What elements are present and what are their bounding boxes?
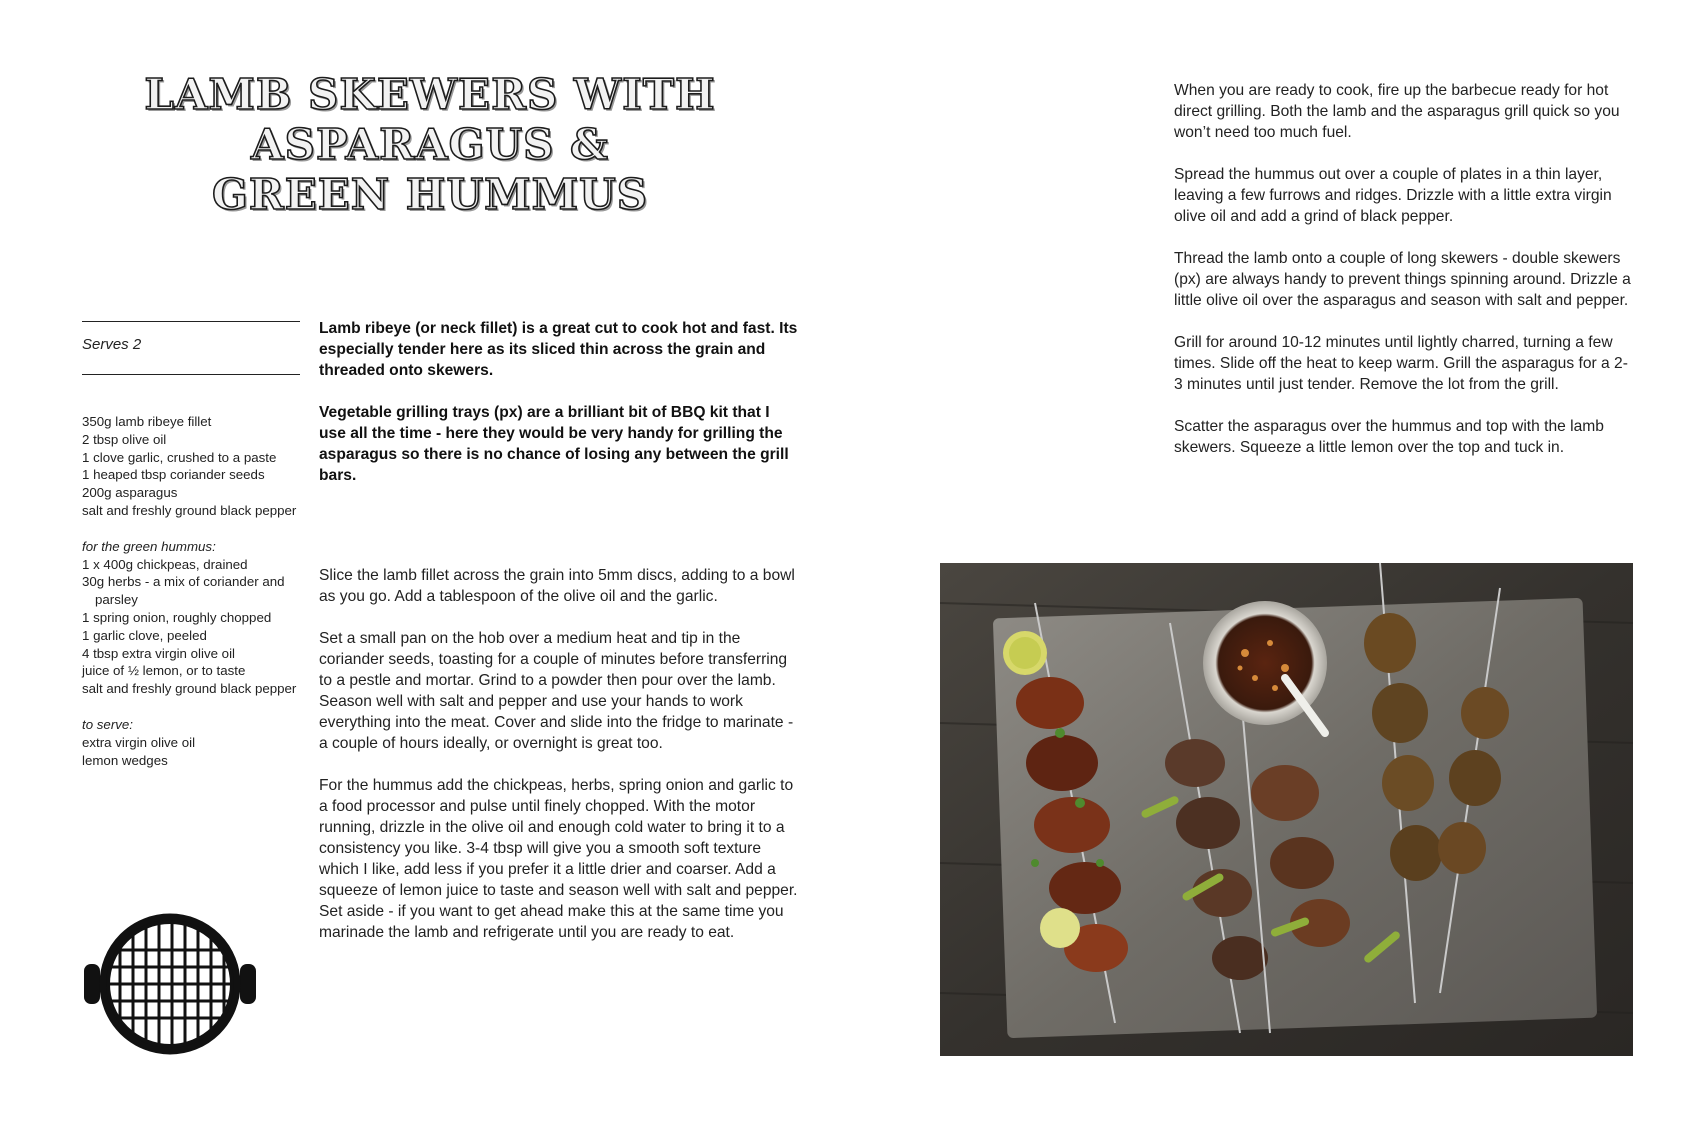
intro-paragraph: Vegetable grilling trays (px) are a brilliant bit of BBQ kit that I use all the time - here they would be very handy for grilling the asparagus so there is no chance of losing any between the grill bars. — [319, 404, 789, 484]
method-paragraph: Grill for around 10-12 minutes until lightly charred, turning a few times. Slide off the heat to keep warm. Grill the asparagus for a 2-3 minutes until just tender. Remove the lot from the grill. — [1174, 334, 1628, 393]
hummus-ingredients — [82, 538, 307, 698]
ingredient-item: juice of ½ lemon, or to taste — [82, 663, 246, 679]
intro-text — [319, 318, 799, 507]
ingredient-item: 1 x 400g chickpeas, drained — [82, 556, 248, 572]
title-line: GREEN HUMMUS — [211, 170, 649, 219]
title-line: LAMB SKEWERS WITH — [144, 70, 716, 119]
ingredient-item: extra virgin olive oil — [82, 734, 196, 750]
method-column-left — [319, 565, 799, 964]
serve-ingredients — [82, 716, 307, 769]
ingredient-item: 2 tbsp olive oil — [82, 431, 167, 447]
ingredient-item: 30g herbs - a mix of coriander and parsley — [82, 574, 285, 608]
method-paragraph: When you are ready to cook, fire up the barbecue ready for hot direct grilling. Both the lamb and the asparagus grill quick so you won’t need too much fuel. — [1174, 82, 1620, 141]
divider-top — [82, 321, 300, 322]
food-photo — [940, 563, 1633, 1056]
divider-bottom — [82, 374, 300, 375]
ingredient-item: 1 garlic clove, peeled — [82, 627, 207, 643]
ingredient-item: salt and freshly ground black pepper — [82, 681, 297, 697]
method-paragraph: Set a small pan on the hob over a medium heat and tip in the coriander seeds, toasting for a couple of minutes before transferring to a pestle and mortar. Grind to a powder then pour over the lamb. Season well with salt and pepper and use your hands to work everything into the meat. Cover and slide into the fridge to marinate - a couple of hours ideally, or overnight is great too. — [319, 630, 794, 752]
ingredient-item: 1 heaped tbsp coriander seeds — [82, 467, 265, 483]
ingredient-item: 1 spring onion, roughly chopped — [82, 609, 272, 625]
title-line: ASPARAGUS & — [251, 120, 609, 169]
ingredient-item: salt and freshly ground black pepper — [82, 502, 297, 518]
recipe-title — [120, 70, 740, 220]
method-column-right — [1174, 80, 1634, 479]
method-paragraph: For the hummus add the chickpeas, herbs, spring onion and garlic to a food processor and pulse until finely chopped. With the motor running, drizzle in the olive oil and enough cold water to bring it to a consistency you like. 3-4 tbsp will give you a smooth soft texture which I like, add less if you prefer it a little drier and coarser. Add a squeeze of lemon juice to taste and season well with salt and pepper. Set aside - if you want to get ahead make this at the same time you marinade the lamb and refrigerate until you are ready to eat. — [319, 777, 798, 941]
ingredient-list — [82, 413, 307, 787]
method-paragraph: Slice the lamb fillet across the grain into 5mm discs, adding to a bowl as you go. Add a tablespoon of the olive oil and the garlic. — [319, 567, 795, 605]
hummus-heading: for the green hummus: — [82, 538, 216, 554]
ingredient-item: 200g asparagus — [82, 485, 178, 501]
grill-icon — [82, 912, 258, 1056]
intro-paragraph: Lamb ribeye (or neck fillet) is a great cut to cook hot and fast. Its especially tender here as its sliced thin across the grain and threaded onto skewers. — [319, 320, 798, 379]
serves-label: Serves 2 — [82, 336, 142, 353]
main-ingredients — [82, 413, 307, 520]
ingredient-item: 4 tbsp extra virgin olive oil — [82, 645, 235, 661]
ingredient-item: 1 clove garlic, crushed to a paste — [82, 449, 277, 465]
method-paragraph: Thread the lamb onto a couple of long skewers - double skewers (px) are always handy to prevent things spinning around. Drizzle a little olive oil over the asparagus and season with salt and pepper. — [1174, 250, 1631, 309]
serve-heading: to serve: — [82, 716, 133, 732]
ingredient-item: 350g lamb ribeye fillet — [82, 414, 212, 429]
method-paragraph: Spread the hummus out over a couple of plates in a thin layer, leaving a few furrows and ridges. Drizzle with a little extra virgin olive oil and add a grind of black pepper. — [1174, 166, 1612, 225]
method-paragraph: Scatter the asparagus over the hummus and top with the lamb skewers. Squeeze a little lemon over the top and tuck in. — [1174, 418, 1604, 456]
ingredient-item: lemon wedges — [82, 752, 168, 768]
